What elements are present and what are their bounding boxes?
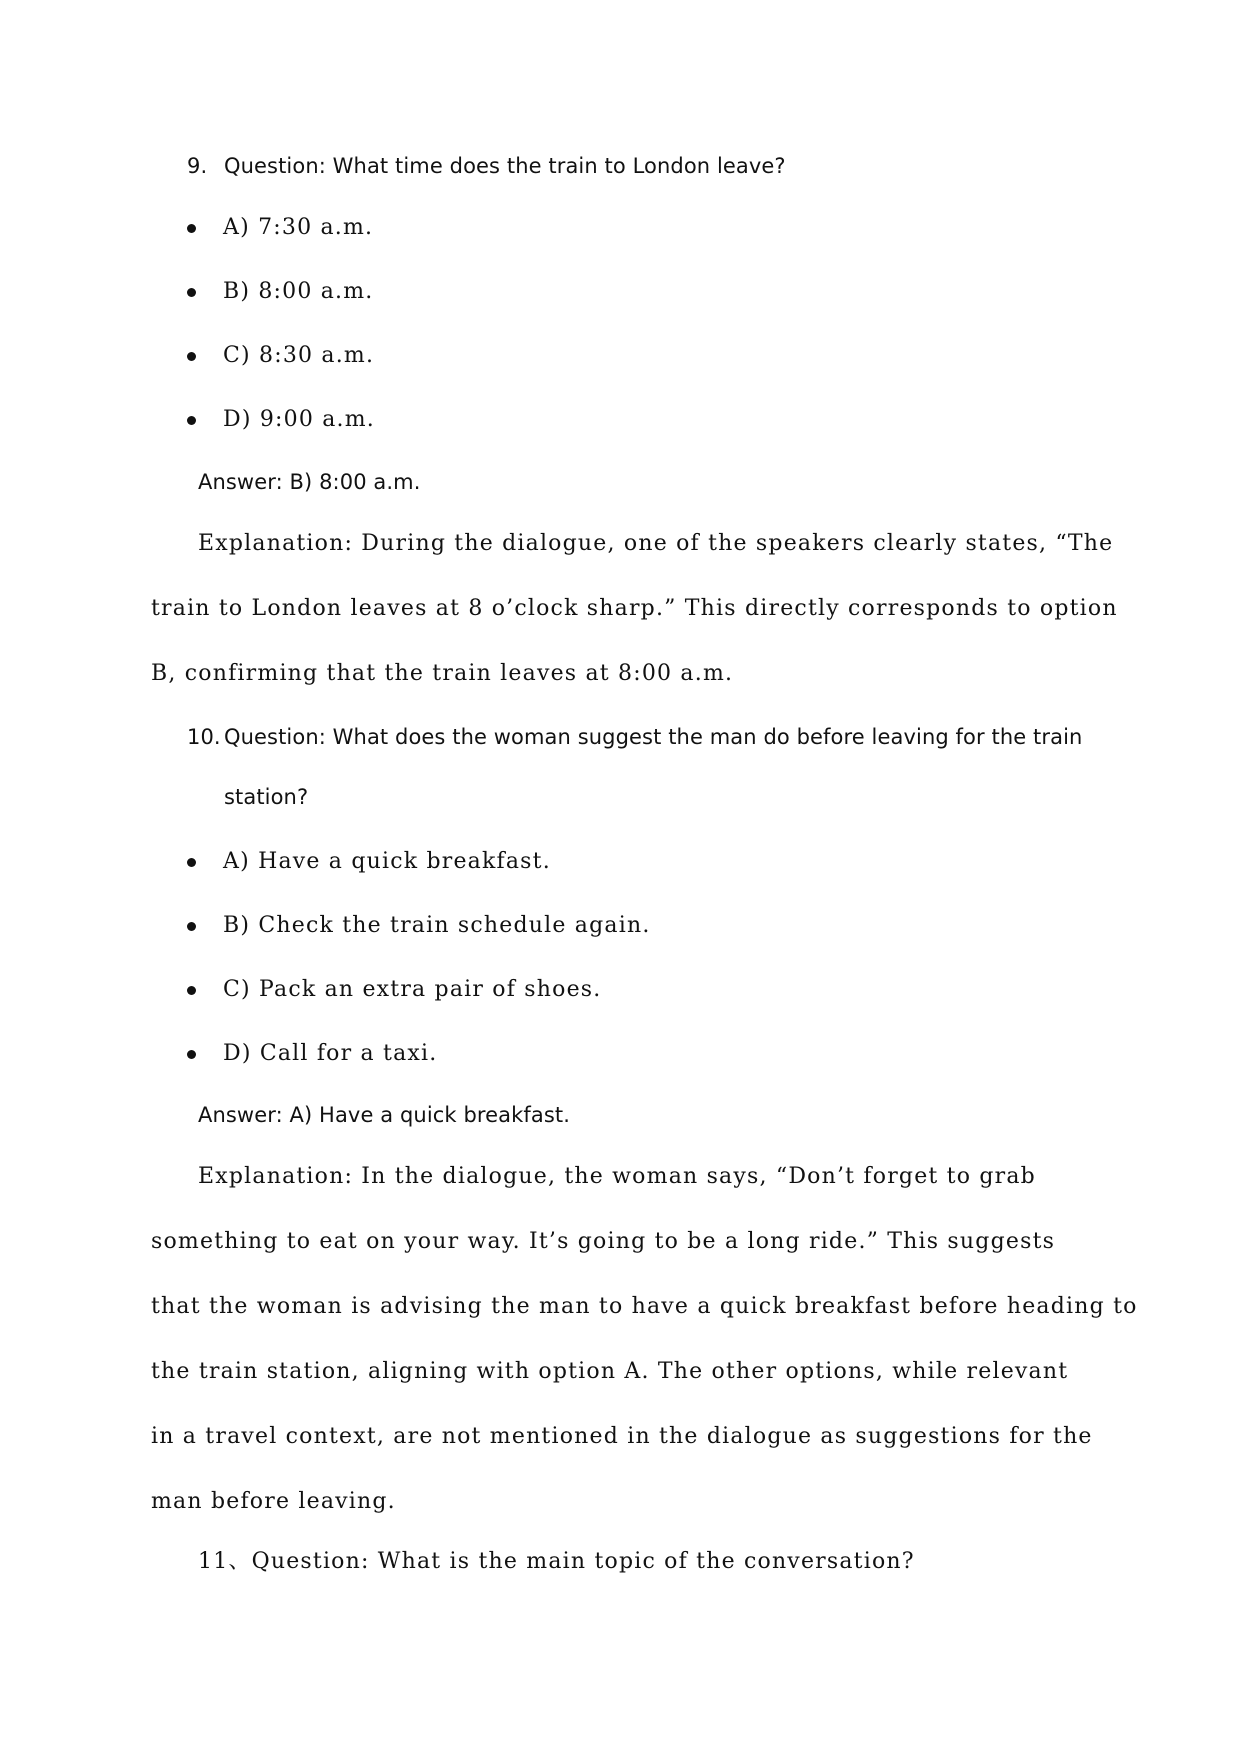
explanation-line: Explanation: In the dialogue, the woman says, “Don’t forget to grab <box>198 1164 1036 1189</box>
bullet-icon <box>187 986 196 995</box>
option-c: C) 8:30 a.m. <box>223 343 375 368</box>
option-d: D) 9:00 a.m. <box>223 407 375 432</box>
bullet-icon <box>187 352 196 361</box>
explanation-line: that the woman is advising the man to have a quick breakfast before heading to <box>151 1294 1138 1319</box>
question-text-continued: station? <box>224 785 309 809</box>
question-text: Question: What does the woman suggest the man do before leaving for the train <box>224 725 1083 749</box>
explanation-line: train to London leaves at 8 o’clock sharp.” This directly corresponds to option <box>151 596 1118 621</box>
bullet-icon <box>187 858 196 867</box>
option-a: A) Have a quick breakfast. <box>223 849 551 874</box>
question-text: Question: What time does the train to London leave? <box>224 154 786 178</box>
explanation-line: man before leaving. <box>151 1489 396 1514</box>
answer: Answer: B) 8:00 a.m. <box>198 470 421 494</box>
explanation-line: in a travel context, are not mentioned in the dialogue as suggestions for the <box>151 1424 1093 1449</box>
explanation-line: the train station, aligning with option A. The other options, while relevant <box>151 1359 1069 1384</box>
explanation <box>151 530 1118 725</box>
explanation-line: something to eat on your way. It’s going to be a long ride.” This suggests <box>151 1229 1056 1254</box>
option-b: B) 8:00 a.m. <box>223 279 374 304</box>
option-d: D) Call for a taxi. <box>223 1041 438 1066</box>
question-text: 11、Question: What is the main topic of the conversation? <box>198 1549 915 1574</box>
question-number: 9. <box>187 154 208 178</box>
option-a: A) 7:30 a.m. <box>223 215 374 240</box>
bullet-icon <box>187 1050 196 1059</box>
question-number: 10. <box>187 725 221 749</box>
bullet-icon <box>187 416 196 425</box>
option-b: B) Check the train schedule again. <box>223 913 651 938</box>
explanation-line: Explanation: During the dialogue, one of the speakers clearly states, “The <box>198 531 1114 556</box>
answer: Answer: A) Have a quick breakfast. <box>198 1103 571 1127</box>
bullet-icon <box>187 224 196 233</box>
explanation <box>151 1163 1138 1553</box>
option-c: C) Pack an extra pair of shoes. <box>223 977 602 1002</box>
bullet-icon <box>187 922 196 931</box>
explanation-line: B, confirming that the train leaves at 8:00 a.m. <box>151 661 734 686</box>
bullet-icon <box>187 288 196 297</box>
